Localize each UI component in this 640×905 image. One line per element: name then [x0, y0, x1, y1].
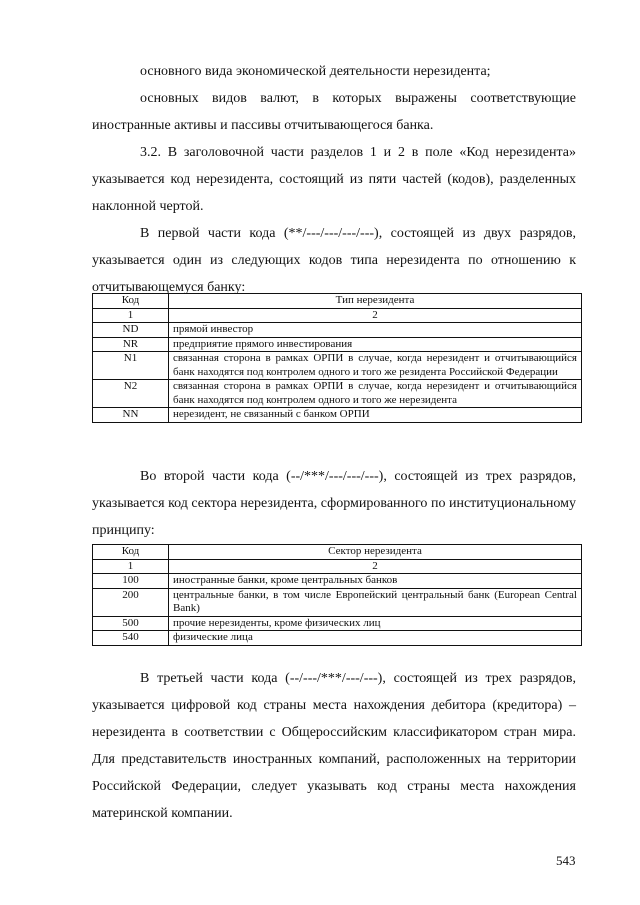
- header-code: Код: [93, 545, 169, 560]
- table-number-row: [93, 559, 582, 574]
- table-row: [93, 352, 582, 380]
- row-code: 540: [93, 631, 169, 646]
- table-row: [93, 631, 582, 646]
- row-desc: прочие нерезиденты, кроме физических лиц: [169, 616, 582, 631]
- paragraph-activity: основного вида экономической деятельности нерезидента;: [140, 64, 491, 79]
- table-row: [93, 337, 582, 352]
- row-code: N1: [93, 352, 169, 380]
- column-number-1: 1: [93, 308, 169, 323]
- column-number-2: 2: [169, 559, 582, 574]
- row-desc: связанная сторона в рамках ОРПИ в случае, когда нерезидент и отчитывающийся банк находятся под контролем одного и того же резидента Российской Федерации: [169, 352, 582, 380]
- row-desc: прямой инвестор: [169, 323, 582, 338]
- table-header-row: [93, 545, 582, 560]
- row-code: 500: [93, 616, 169, 631]
- table-row: [93, 380, 582, 408]
- row-code: ND: [93, 323, 169, 338]
- row-desc: иностранные банки, кроме центральных банков: [169, 574, 582, 589]
- nonresident-sector-table: [92, 544, 582, 646]
- row-desc: предприятие прямого инвестирования: [169, 337, 582, 352]
- row-desc: связанная сторона в рамках ОРПИ в случае, когда нерезидент и отчитывающийся банк находятся под контролем одного и того же нерезидента: [169, 380, 582, 408]
- header-type: Тип нерезидента: [169, 294, 582, 309]
- header-code: Код: [93, 294, 169, 309]
- table-row: [93, 616, 582, 631]
- paragraph-third-part: В третьей части кода (--/---/***/---/---), состоящей из трех разрядов, указывается цифровой код страны места нахождения дебитора (кредитора) – нерезидента в соответствии с Общероссийским классификатором стран мира. Для представительств иностранных компаний, расположенных на территории Российской Федерации, следует указывать код страны места нахождения материнской компании.: [92, 671, 576, 821]
- table-row: [93, 574, 582, 589]
- row-code: 200: [93, 588, 169, 616]
- row-code: NN: [93, 408, 169, 423]
- table-row: [93, 323, 582, 338]
- header-sector: Сектор нерезидента: [169, 545, 582, 560]
- paragraph-second-part: Во второй части кода (--/***/---/---/---), состоящей из трех разрядов, указывается код сектора нерезидента, сформированного по институциональному принципу:: [92, 469, 576, 538]
- row-desc: физические лица: [169, 631, 582, 646]
- row-desc: нерезидент, не связанный с банком ОРПИ: [169, 408, 582, 423]
- table-header-row: [93, 294, 582, 309]
- table-row: [93, 588, 582, 616]
- row-code: NR: [93, 337, 169, 352]
- nonresident-type-table: [92, 293, 582, 423]
- paragraph-section-3-2: 3.2. В заголовочной части разделов 1 и 2 в поле «Код нерезидента» указывается код нерезидента, состоящий из пяти частей (кодов), разделенных наклонной чертой.: [92, 145, 576, 214]
- row-desc: центральные банки, в том числе Европейский центральный банк (European Central Bank): [169, 588, 582, 616]
- paragraph-first-part: В первой части кода (**/---/---/---/---), состоящей из двух разрядов, указывается один из следующих кодов типа нерезидента по отношению к отчитывающемуся банку:: [92, 226, 576, 295]
- page-number: 543: [556, 853, 576, 868]
- table-number-row: [93, 308, 582, 323]
- row-code: N2: [93, 380, 169, 408]
- column-number-2: 2: [169, 308, 582, 323]
- row-code: 100: [93, 574, 169, 589]
- table-row: [93, 408, 582, 423]
- paragraph-currencies: основных видов валют, в которых выражены соответствующие иностранные активы и пассивы отчитывающегося банка.: [92, 91, 576, 133]
- column-number-1: 1: [93, 559, 169, 574]
